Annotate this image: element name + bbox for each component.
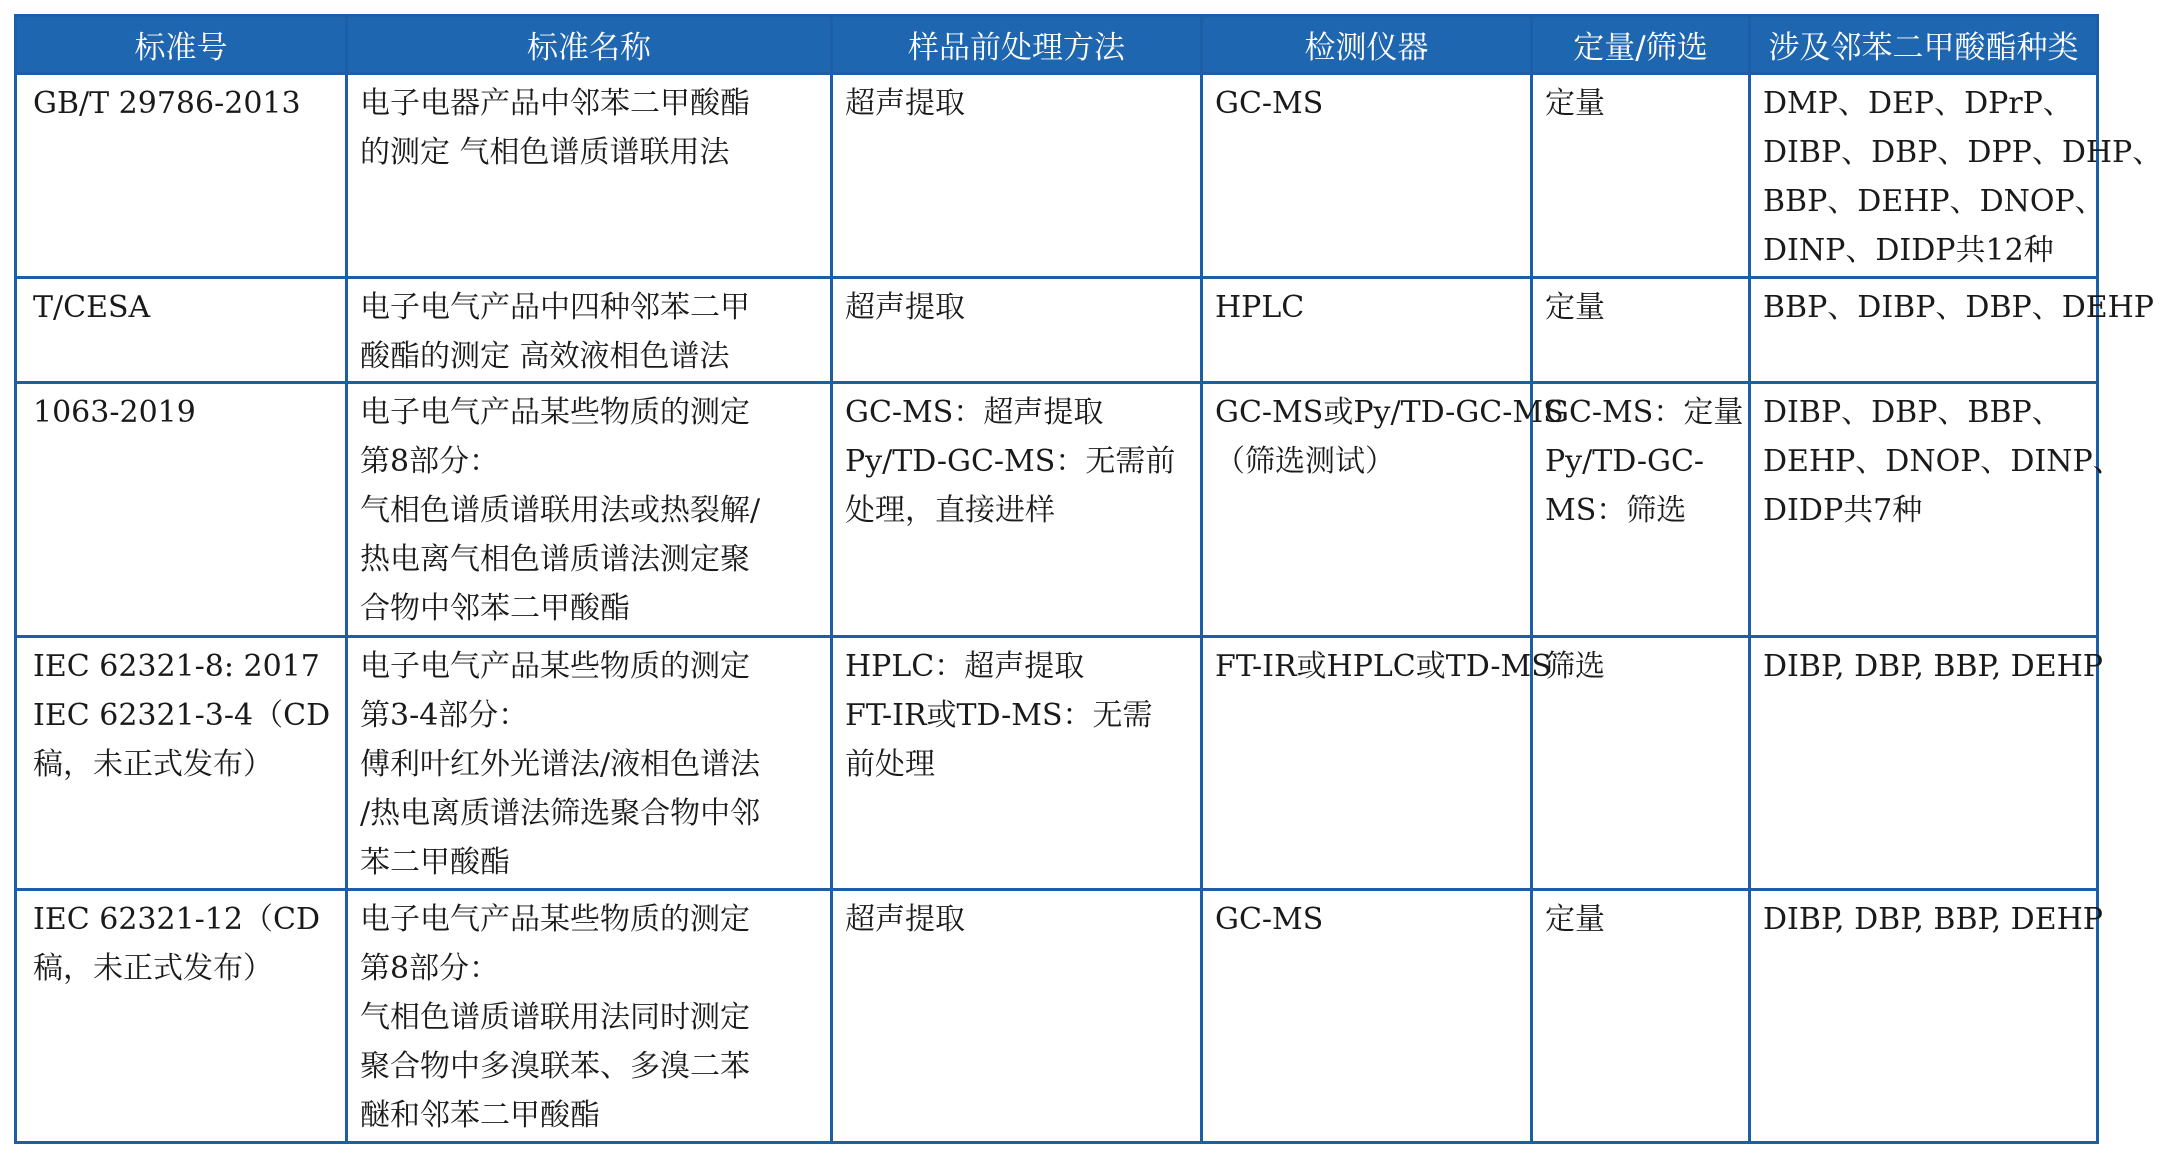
cell-quant-screen (1532, 636, 1750, 889)
cell-standard-no (16, 383, 347, 636)
cell-text-line: 电子电器产品中邻苯二甲酸酯 (360, 86, 750, 121)
cell-standard-no (16, 277, 347, 382)
cell-phthalate-types (1750, 889, 2103, 1142)
cell-text-line: 超声提取 (845, 901, 965, 937)
cell-text-line: GC-MS或Py/TD-GC-MS (1215, 395, 1564, 431)
cell-text-line: BBP、DIBP、DBP、DEHP (1763, 289, 2154, 325)
cell-text-line: 的测定 气相色谱质谱联用法 (360, 135, 730, 170)
cell-text-line: 电子电气产品某些物质的测定 (360, 395, 750, 431)
cell-text-line: DMP、DEP、DPrP、 (1763, 86, 2073, 121)
cell-text-line: /热电离质谱法筛选聚合物中邻 (360, 795, 761, 831)
header-standard-name: 标准名称 (347, 16, 832, 74)
cell-standard-no (16, 889, 347, 1142)
table-row (16, 889, 2098, 1142)
table-row (16, 277, 2098, 382)
cell-text-line: DIBP、DBP、BBP、 (1763, 395, 2062, 431)
cell-text-line: 处理，直接进样 (845, 493, 1055, 529)
cell-text-line: BBP、DEHP、DNOP、 (1763, 184, 2105, 219)
cell-text-line: 稿，未正式发布） (33, 746, 273, 782)
cell-pretreatment (832, 74, 1202, 278)
header-quant-screen: 定量/筛选 (1532, 16, 1750, 74)
cell-phthalate-types (1750, 277, 2154, 382)
cell-pretreatment (832, 383, 1202, 636)
cell-text-line: 合物中邻苯二甲酸酯 (360, 591, 630, 627)
cell-standard-no (16, 636, 347, 889)
cell-text-line: GB/T 29786-2013 (33, 86, 301, 121)
cell-standard-name (347, 889, 832, 1142)
cell-pretreatment (832, 636, 1202, 889)
cell-text-line: GC-MS (1215, 86, 1324, 121)
cell-text-line: 酸酯的测定 高效液相色谱法 (360, 338, 730, 374)
header-phthalate-types: 涉及邻苯二甲酸酯种类 (1750, 16, 2098, 74)
cell-text-line: DIBP、DBP、DPP、DHP、 (1763, 135, 2162, 170)
table-row (16, 383, 2098, 636)
cell-instrument (1202, 383, 1564, 636)
standards-table (14, 14, 2162, 1144)
table-body (16, 74, 2162, 1143)
table-row (16, 74, 2098, 278)
cell-quant-screen (1532, 277, 1750, 382)
cell-text-line: Py/TD-GC- (1545, 444, 1705, 480)
cell-text-line: HPLC：超声提取 (845, 648, 1085, 684)
cell-text-line: 稿，未正式发布） (33, 950, 273, 986)
document-page (14, 14, 2162, 1144)
cell-instrument (1202, 636, 1552, 889)
cell-text-line: IEC 62321-8: 2017 (33, 648, 320, 684)
cell-text-line: DINP、DIDP共12种 (1763, 233, 2054, 268)
header-standard-no: 标准号 (16, 16, 347, 74)
cell-text-line: GC-MS：超声提取 (845, 395, 1104, 431)
table-row (16, 636, 2098, 889)
cell-text-line: GC-MS (1215, 901, 1324, 937)
cell-standard-name (347, 74, 832, 278)
cell-text-line: DIBP, DBP, BBP, DEHP (1763, 648, 2103, 684)
cell-text-line: 超声提取 (845, 86, 965, 121)
cell-text-line: Py/TD-GC-MS：无需前 (845, 444, 1176, 480)
cell-text-line: FT-IR或TD-MS：无需 (845, 697, 1153, 733)
cell-text-line: 傅利叶红外光谱法/液相色谱法 (360, 746, 761, 782)
cell-text-line: 前处理 (845, 746, 935, 782)
header-instrument: 检测仪器 (1202, 16, 1532, 74)
cell-quant-screen (1532, 74, 1750, 278)
cell-text-line: 第8部分： (360, 444, 500, 480)
cell-standard-name (347, 636, 832, 889)
cell-text-line: 超声提取 (845, 289, 965, 325)
cell-instrument (1202, 889, 1532, 1142)
cell-text-line: IEC 62321-3-4（CD (33, 697, 331, 733)
cell-text-line: 筛选 (1545, 648, 1605, 684)
cell-text-line: 气相色谱质谱联用法或热裂解/ (360, 493, 761, 529)
cell-text-line: FT-IR或HPLC或TD-MS (1215, 648, 1552, 684)
cell-text-line: 气相色谱质谱联用法同时测定 (360, 999, 750, 1035)
cell-text-line: IEC 62321-12（CD (33, 901, 320, 937)
cell-text-line: DEHP、DNOP、DINP、 (1763, 444, 2123, 480)
cell-text-line: T/CESA (33, 289, 151, 325)
cell-instrument (1202, 277, 1532, 382)
cell-pretreatment (832, 277, 1202, 382)
cell-text-line: 电子电气产品某些物质的测定 (360, 648, 750, 684)
cell-quant-screen (1532, 889, 1750, 1142)
cell-text-line: 聚合物中多溴联苯、多溴二苯 (360, 1048, 750, 1084)
cell-text-line: 定量 (1545, 86, 1605, 121)
cell-text-line: 第3-4部分： (360, 697, 529, 733)
cell-text-line: 电子电气产品某些物质的测定 (360, 901, 750, 937)
cell-text-line: 定量 (1545, 289, 1605, 325)
cell-text-line: 热电离气相色谱质谱法测定聚 (360, 542, 750, 578)
cell-instrument (1202, 74, 1532, 278)
header-pretreatment: 样品前处理方法 (832, 16, 1202, 74)
cell-phthalate-types (1750, 74, 2162, 278)
cell-text-line: 1063-2019 (33, 395, 196, 431)
cell-text-line: 定量 (1545, 901, 1605, 937)
cell-text-line: DIBP, DBP, BBP, DEHP (1763, 901, 2103, 937)
cell-standard-no (16, 74, 347, 278)
table-header (16, 16, 2098, 74)
cell-text-line: 醚和邻苯二甲酸酯 (360, 1097, 600, 1133)
cell-text-line: DIDP共7种 (1763, 493, 1923, 529)
cell-text-line: 苯二甲酸酯 (360, 844, 510, 880)
header-row (16, 16, 2098, 74)
cell-phthalate-types (1750, 636, 2103, 889)
cell-text-line: GC-MS：定量 (1545, 395, 1744, 431)
cell-standard-name (347, 277, 832, 382)
cell-pretreatment (832, 889, 1202, 1142)
cell-phthalate-types (1750, 383, 2123, 636)
cell-text-line: 电子电气产品中四种邻苯二甲 (360, 289, 750, 325)
cell-standard-name (347, 383, 832, 636)
cell-text-line: HPLC (1215, 289, 1305, 325)
cell-quant-screen (1532, 383, 1750, 636)
cell-text-line: 第8部分： (360, 950, 500, 986)
cell-text-line: （筛选测试） (1215, 444, 1395, 480)
cell-text-line: MS：筛选 (1545, 493, 1687, 529)
